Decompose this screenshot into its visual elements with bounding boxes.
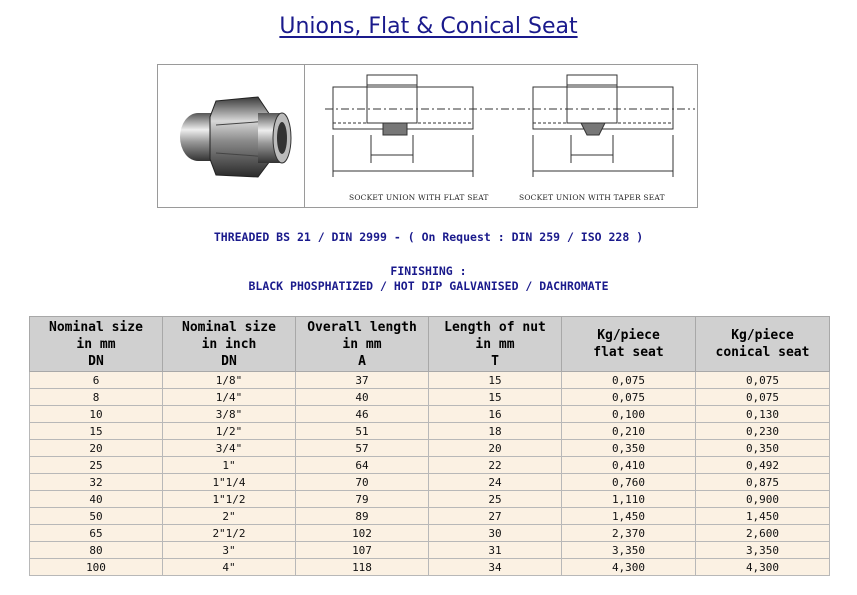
table-cell: 0,130: [696, 406, 830, 423]
finishing-value: BLACK PHOSPHATIZED / HOT DIP GALVANISED / DACHROMATE: [248, 279, 609, 293]
table-row: [30, 474, 830, 491]
threading-spec: THREADED BS 21 / DIN 2999 - ( On Request : DIN 259 / ISO 228 ): [213, 230, 644, 244]
table-cell: 57: [296, 440, 429, 457]
table-cell: 3": [163, 542, 296, 559]
table-cell: 40: [296, 389, 429, 406]
table-row: [30, 542, 830, 559]
table-cell: 3,350: [696, 542, 830, 559]
table-cell: 15: [429, 372, 562, 389]
table-cell: 25: [429, 491, 562, 508]
table-cell: 1,110: [562, 491, 696, 508]
caption-flat-seat: SOCKET UNION WITH FLAT SEAT: [349, 193, 489, 202]
table-cell: 32: [30, 474, 163, 491]
table-cell: 15: [429, 389, 562, 406]
header-line: in inch: [201, 336, 257, 352]
table-cell: 4,300: [562, 559, 696, 576]
table-header-row: [30, 317, 830, 372]
table-cell: 0,492: [696, 457, 830, 474]
header-nominal-inch: [163, 317, 296, 372]
table-cell: 31: [429, 542, 562, 559]
table-cell: 4": [163, 559, 296, 576]
table-row: [30, 559, 830, 576]
header-kg-conical: [696, 317, 830, 372]
table-row: [30, 508, 830, 525]
table-cell: 0,350: [696, 440, 830, 457]
table-cell: 1,450: [562, 508, 696, 525]
table-cell: 89: [296, 508, 429, 525]
table-cell: 100: [30, 559, 163, 576]
header-line: Nominal size: [182, 319, 276, 335]
table-cell: 80: [30, 542, 163, 559]
table-cell: 2": [163, 508, 296, 525]
header-line: Kg/piece: [597, 328, 660, 343]
table-cell: 0,075: [562, 372, 696, 389]
table-row: [30, 525, 830, 542]
technical-drawing: [305, 65, 697, 207]
table-cell: 3/4": [163, 440, 296, 457]
table-cell: 65: [30, 525, 163, 542]
page-title: [0, 14, 857, 39]
table-cell: 2,370: [562, 525, 696, 542]
table-cell: 1"1/4: [163, 474, 296, 491]
table-cell: 16: [429, 406, 562, 423]
dimensions-table: [29, 316, 830, 576]
header-line: T: [491, 353, 499, 369]
header-line: flat seat: [593, 345, 664, 360]
table-cell: 25: [30, 457, 163, 474]
table-cell: 0,875: [696, 474, 830, 491]
table-cell: 2,600: [696, 525, 830, 542]
table-cell: 2"1/2: [163, 525, 296, 542]
table-cell: 1/2": [163, 423, 296, 440]
table-cell: 64: [296, 457, 429, 474]
table-cell: 40: [30, 491, 163, 508]
table-cell: 24: [429, 474, 562, 491]
table-cell: 34: [429, 559, 562, 576]
table-cell: 20: [429, 440, 562, 457]
table-cell: 1/8": [163, 372, 296, 389]
table-cell: 118: [296, 559, 429, 576]
header-line: in mm: [76, 336, 116, 352]
table-cell: 30: [429, 525, 562, 542]
table-cell: 107: [296, 542, 429, 559]
table-cell: 1/4": [163, 389, 296, 406]
caption-taper-seat: SOCKET UNION WITH TAPER SEAT: [519, 193, 665, 202]
table-cell: 8: [30, 389, 163, 406]
header-nominal-mm: [30, 317, 163, 372]
table-cell: 102: [296, 525, 429, 542]
header-line: Kg/piece: [731, 328, 794, 343]
header-line: in mm: [475, 336, 515, 352]
table-cell: 50: [30, 508, 163, 525]
page-title-text: Unions, Flat & Conical Seat: [279, 14, 578, 39]
table-cell: 15: [30, 423, 163, 440]
table-cell: 10: [30, 406, 163, 423]
header-line: DN: [221, 353, 237, 369]
table-cell: 37: [296, 372, 429, 389]
table-cell: 0,350: [562, 440, 696, 457]
table-cell: 0,075: [696, 389, 830, 406]
table-cell: 18: [429, 423, 562, 440]
union-photo-image: [158, 65, 304, 207]
union-photo: [158, 65, 305, 207]
table-cell: 1,450: [696, 508, 830, 525]
table-row: [30, 491, 830, 508]
socket-union-drawings: [305, 65, 697, 207]
product-figure: [157, 64, 698, 208]
header-line: in mm: [342, 336, 382, 352]
header-nut-length: [429, 317, 562, 372]
table-row: [30, 406, 830, 423]
table-cell: 70: [296, 474, 429, 491]
table-cell: 3/8": [163, 406, 296, 423]
table-cell: 0,210: [562, 423, 696, 440]
header-line: Length of nut: [444, 319, 546, 335]
header-line: Overall length: [307, 319, 417, 335]
table-cell: 1": [163, 457, 296, 474]
table-cell: 51: [296, 423, 429, 440]
table-row: [30, 423, 830, 440]
header-kg-flat: [562, 317, 696, 372]
table-cell: 0,760: [562, 474, 696, 491]
table-cell: 0,075: [696, 372, 830, 389]
table-row: [30, 440, 830, 457]
table-cell: 4,300: [696, 559, 830, 576]
table-cell: 20: [30, 440, 163, 457]
header-line: A: [358, 353, 366, 369]
table-row: [30, 457, 830, 474]
table-cell: 79: [296, 491, 429, 508]
table-cell: 46: [296, 406, 429, 423]
table-row: [30, 372, 830, 389]
table-cell: 0,100: [562, 406, 696, 423]
table-cell: 0,230: [696, 423, 830, 440]
table-cell: 1"1/2: [163, 491, 296, 508]
table-cell: 27: [429, 508, 562, 525]
finishing-label: FINISHING :: [390, 264, 467, 278]
header-line: Nominal size: [49, 319, 143, 335]
table-cell: 0,900: [696, 491, 830, 508]
table-cell: 6: [30, 372, 163, 389]
table-body: [30, 372, 830, 576]
header-line: DN: [88, 353, 104, 369]
header-overall-length: [296, 317, 429, 372]
table-cell: 0,410: [562, 457, 696, 474]
table-row: [30, 389, 830, 406]
table-cell: 0,075: [562, 389, 696, 406]
table-cell: 3,350: [562, 542, 696, 559]
header-line: conical seat: [715, 345, 810, 360]
table-cell: 22: [429, 457, 562, 474]
